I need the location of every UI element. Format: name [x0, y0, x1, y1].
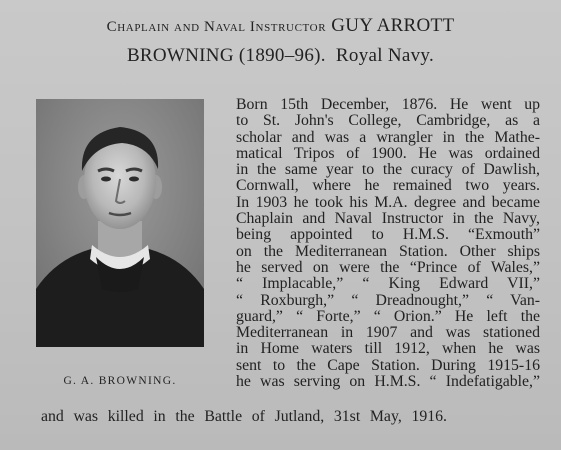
- bio-line: on the Mediterranean Station. Other ships: [236, 242, 540, 260]
- bio-line: Cornwall, where he remained two years.: [236, 177, 540, 195]
- bio-line: “ Roxburgh,” “ Dreadnought,” “ Van-: [236, 291, 540, 309]
- biography-paragraph: [236, 97, 540, 390]
- heading-name-last: BROWNING: [126, 45, 234, 66]
- biography-final-line: and was killed in the Battle of Jutland, 31st May, 1916.: [41, 408, 447, 425]
- bio-line: Mediterranean in 1907 and was stationed: [236, 324, 540, 342]
- portrait-illustration: [36, 99, 204, 347]
- heading-years: (1890–96).: [238, 45, 326, 66]
- bio-line: in the same year to the curacy of Dawlish,: [236, 161, 540, 179]
- bio-line: scholar and was a wrangler in the Mathe-: [236, 128, 540, 146]
- bio-line: “ Implacable,” “ King Edward VII,”: [236, 275, 540, 293]
- bio-line: Born 15th December, 1876. He went up: [236, 96, 540, 113]
- page-heading-line-2: [0, 45, 561, 67]
- bio-line: In 1903 he took his M.A. degree and became: [236, 193, 540, 211]
- bio-line: sent to the Cape Station. During 1915-16: [236, 356, 540, 374]
- heading-service: Royal Navy.: [335, 45, 435, 66]
- bio-line: he was serving on H.M.S. “ Indefatigable,”: [236, 373, 540, 391]
- portrait-caption: G. A. BROWNING.: [63, 375, 177, 387]
- bio-line: he served on were the “Prince of Wales,”: [236, 258, 540, 276]
- bio-line: matical Tripos of 1900. He was ordained: [236, 144, 540, 162]
- bio-line: to St. John's College, Cambridge, as a: [236, 112, 540, 130]
- portrait-photo: [36, 99, 204, 347]
- heading-rank: Chaplain and Naval Instructor: [106, 19, 327, 35]
- bio-line: guard,” “ Forte,” “ Orion.” He left the: [236, 307, 540, 325]
- page-heading-line-1: [0, 15, 561, 37]
- bio-line: Chaplain and Naval Instructor in the Navy,: [236, 210, 540, 228]
- heading-name-first: GUY ARROTT: [331, 15, 455, 36]
- bio-line: being appointed to H.M.S. “Exmouth”: [236, 226, 540, 244]
- bio-line: in Home waters till 1912, when he was: [236, 340, 540, 358]
